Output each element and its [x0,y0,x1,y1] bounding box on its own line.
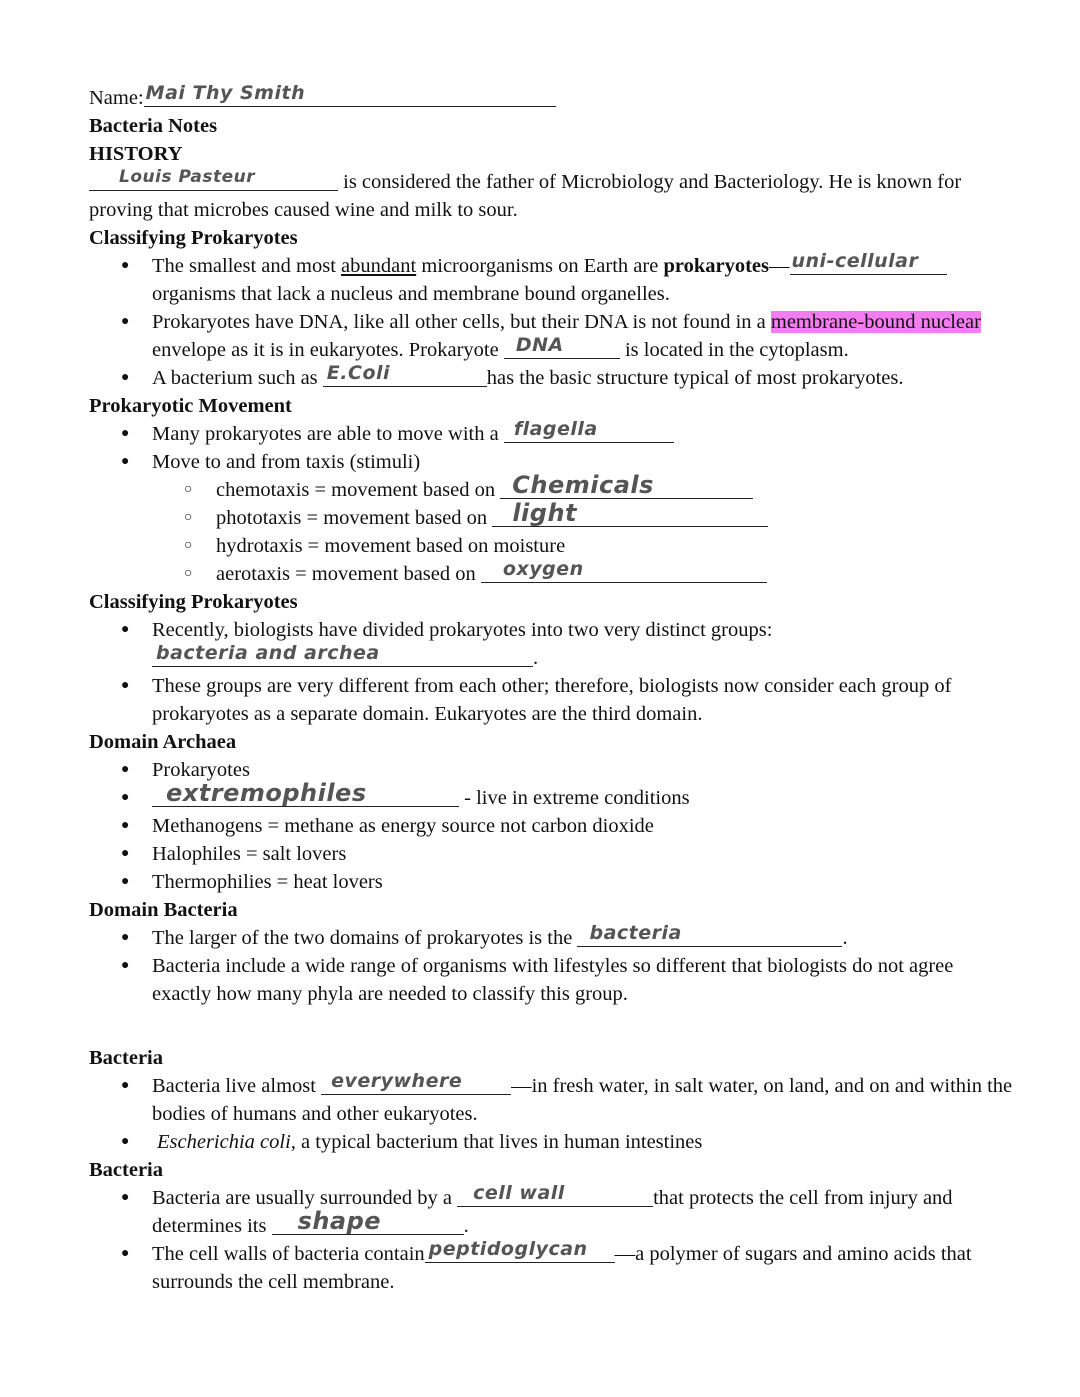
text: prokaryotes as a separate domain. Eukaryotes are the third domain. [152,703,703,725]
light-blank[interactable] [492,499,768,527]
bacteria-list-1 [89,1072,1049,1156]
text: that protects the cell from injury and [653,1187,953,1209]
list-item [89,616,1049,672]
classifying-heading-1: Classifying Prokaryotes [89,227,298,249]
history-answer: Louis Pasteur [119,167,256,187]
prokaryotes-bold: prokaryotes [663,255,769,277]
list-item [89,812,1049,840]
text: —in fresh water, in salt water, on land, and on and within the [511,1075,1013,1097]
text: - live in extreme conditions [459,787,690,809]
unicellular-answer: uni-cellular [791,250,919,272]
name-line [89,84,1049,112]
extremophiles-answer: ● extremophiles [166,779,367,807]
history-line-2: proving that microbes caused wine and milk to sour. [89,199,518,221]
list-item [89,252,1049,308]
history-line-1 [89,168,1049,196]
text: bodies of humans and other eukaryotes. [152,1103,478,1125]
ecoli-blank[interactable] [323,362,487,387]
text: The larger of the two domains of prokaryotes is the [152,927,578,949]
list-item [89,1240,1049,1296]
text: ● Thermophilies = heat lovers [152,871,383,893]
period: . [842,927,848,949]
text: Bacteria live almost [152,1075,322,1097]
spacer [89,1008,1049,1044]
unicellular-blank[interactable] [790,250,947,275]
shape-answer: shape [297,1207,382,1235]
species-name: Escherichia coli, [157,1131,296,1153]
list-item [89,1128,1049,1156]
text: aerotaxis = movement based on [216,563,481,585]
list-item [89,952,1049,1008]
sub-list-item [89,499,1049,532]
text: ● Bacteria include a wide range of organisms with lifestyles so different that biologists do not agree [152,955,954,977]
sub-list-item [89,560,1049,588]
text: ● Halophiles = salt lovers [152,843,347,865]
text: The cell walls of bacteria contain [152,1243,425,1265]
cell-wall-blank[interactable] [457,1182,653,1207]
domain-bacteria-list [89,924,1049,1008]
list-item [89,924,1049,952]
list-item [89,364,1049,392]
archaea-list [89,756,1049,896]
text: Prokaryotes have DNA, like all other cells, but their DNA is not found in a [152,311,771,333]
name-value: Mai Thy Smith [145,82,306,104]
bacteria-answer: bacteria [589,922,682,944]
classifying-list-2 [89,616,1049,728]
text: surrounds the cell membrane. [152,1271,395,1293]
dna-answer: DNA [515,334,564,356]
flagella-answer: flagella [513,418,598,440]
text: ● Recently, biologists have divided prokaryotes into two very distinct groups: [152,619,773,641]
movement-list [89,420,1049,588]
doc-title: Bacteria Notes [89,115,218,137]
text: exactly how many phyla are needed to classify this group. [152,983,628,1005]
flagella-blank[interactable] [504,418,674,443]
list-item [89,779,1049,812]
text: ● Move to and from taxis (stimuli) [152,451,421,473]
abundant-underlined: abundant [341,255,417,277]
text: ● Methanogens = methane as energy source not carbon dioxide [152,815,654,837]
taxis-sublist [89,471,1049,588]
groups-answer: bacteria and archea [156,642,380,664]
list-item [89,420,1049,448]
text: is located in the cytoplasm. [619,339,849,361]
history-blank[interactable] [89,169,338,191]
text: microorganisms on Earth are [416,255,664,277]
bacteria-blank[interactable] [577,922,842,947]
everywhere-blank[interactable] [321,1070,511,1095]
everywhere-answer: everywhere [331,1070,463,1092]
list-item [89,1072,1049,1128]
chemicals-answer: Chemicals [512,471,654,499]
peptidoglycan-answer: peptidoglycan [428,1238,588,1260]
text: determines its [152,1215,272,1237]
history-heading: HISTORY [89,143,183,165]
text: chemotaxis = movement based on [216,479,501,501]
text: Many prokaryotes are able to move with a [152,423,504,445]
list-item [89,672,1049,728]
classifying-heading-2: Classifying Prokaryotes [89,591,298,613]
groups-blank[interactable] [152,642,533,667]
bacteria-list-2 [89,1184,1049,1296]
text: A bacterium such as [152,367,323,389]
text: phototaxis = movement based on [216,507,493,529]
worksheet-page [89,84,1049,1296]
oxygen-answer: oxygen [502,558,584,580]
movement-heading: Prokaryotic Movement [89,395,292,417]
bacteria-heading-2: Bacteria [89,1159,163,1181]
text: has the basic structure typical of most prokaryotes. [486,367,904,389]
list-item [89,308,1049,364]
period: . [463,1215,469,1237]
shape-blank[interactable] [272,1207,464,1235]
extremophiles-blank[interactable] [152,779,459,807]
peptidoglycan-blank[interactable] [425,1238,615,1263]
text: organisms that lack a nucleus and membrane bound organelles. [152,283,670,305]
list-item [89,840,1049,868]
dash: — [769,255,790,277]
list-item [89,448,1049,588]
highlighted-text: membrane-bound nuclear [770,311,981,333]
text: ● These groups are very different from each other; therefore, biologists now consider each group of [152,675,952,697]
text: ○ hydrotaxis = movement based on moisture [216,535,566,557]
list-item [89,868,1049,896]
list-item [89,1184,1049,1240]
cell-wall-answer: cell wall [473,1182,565,1204]
text: —a polymer of sugars and amino acids that [614,1243,972,1265]
name-label: Name: [89,87,144,109]
text: Bacteria are usually surrounded by a [152,1187,458,1209]
text: envelope as it is in eukaryotes. Prokaryote [152,339,504,361]
ecoli-answer: E.Coli [326,362,391,384]
chemicals-blank[interactable] [500,471,753,499]
classifying-list-1 [89,252,1049,392]
text: a typical bacterium that lives in human intestines [295,1131,703,1153]
domain-bacteria-heading: Domain Bacteria [89,899,238,921]
period: . [533,647,539,669]
light-answer: light [512,499,578,527]
history-text: is considered the father of Microbiology and Bacteriology. He is known for [338,171,962,193]
text: ● Prokaryotes [152,759,250,781]
archaea-heading: Domain Archaea [89,731,237,753]
dna-blank[interactable] [504,334,620,359]
name-field[interactable] [144,82,556,107]
bacteria-heading-1: Bacteria [89,1047,163,1069]
oxygen-blank[interactable] [481,558,767,583]
text: The smallest and most [152,255,342,277]
